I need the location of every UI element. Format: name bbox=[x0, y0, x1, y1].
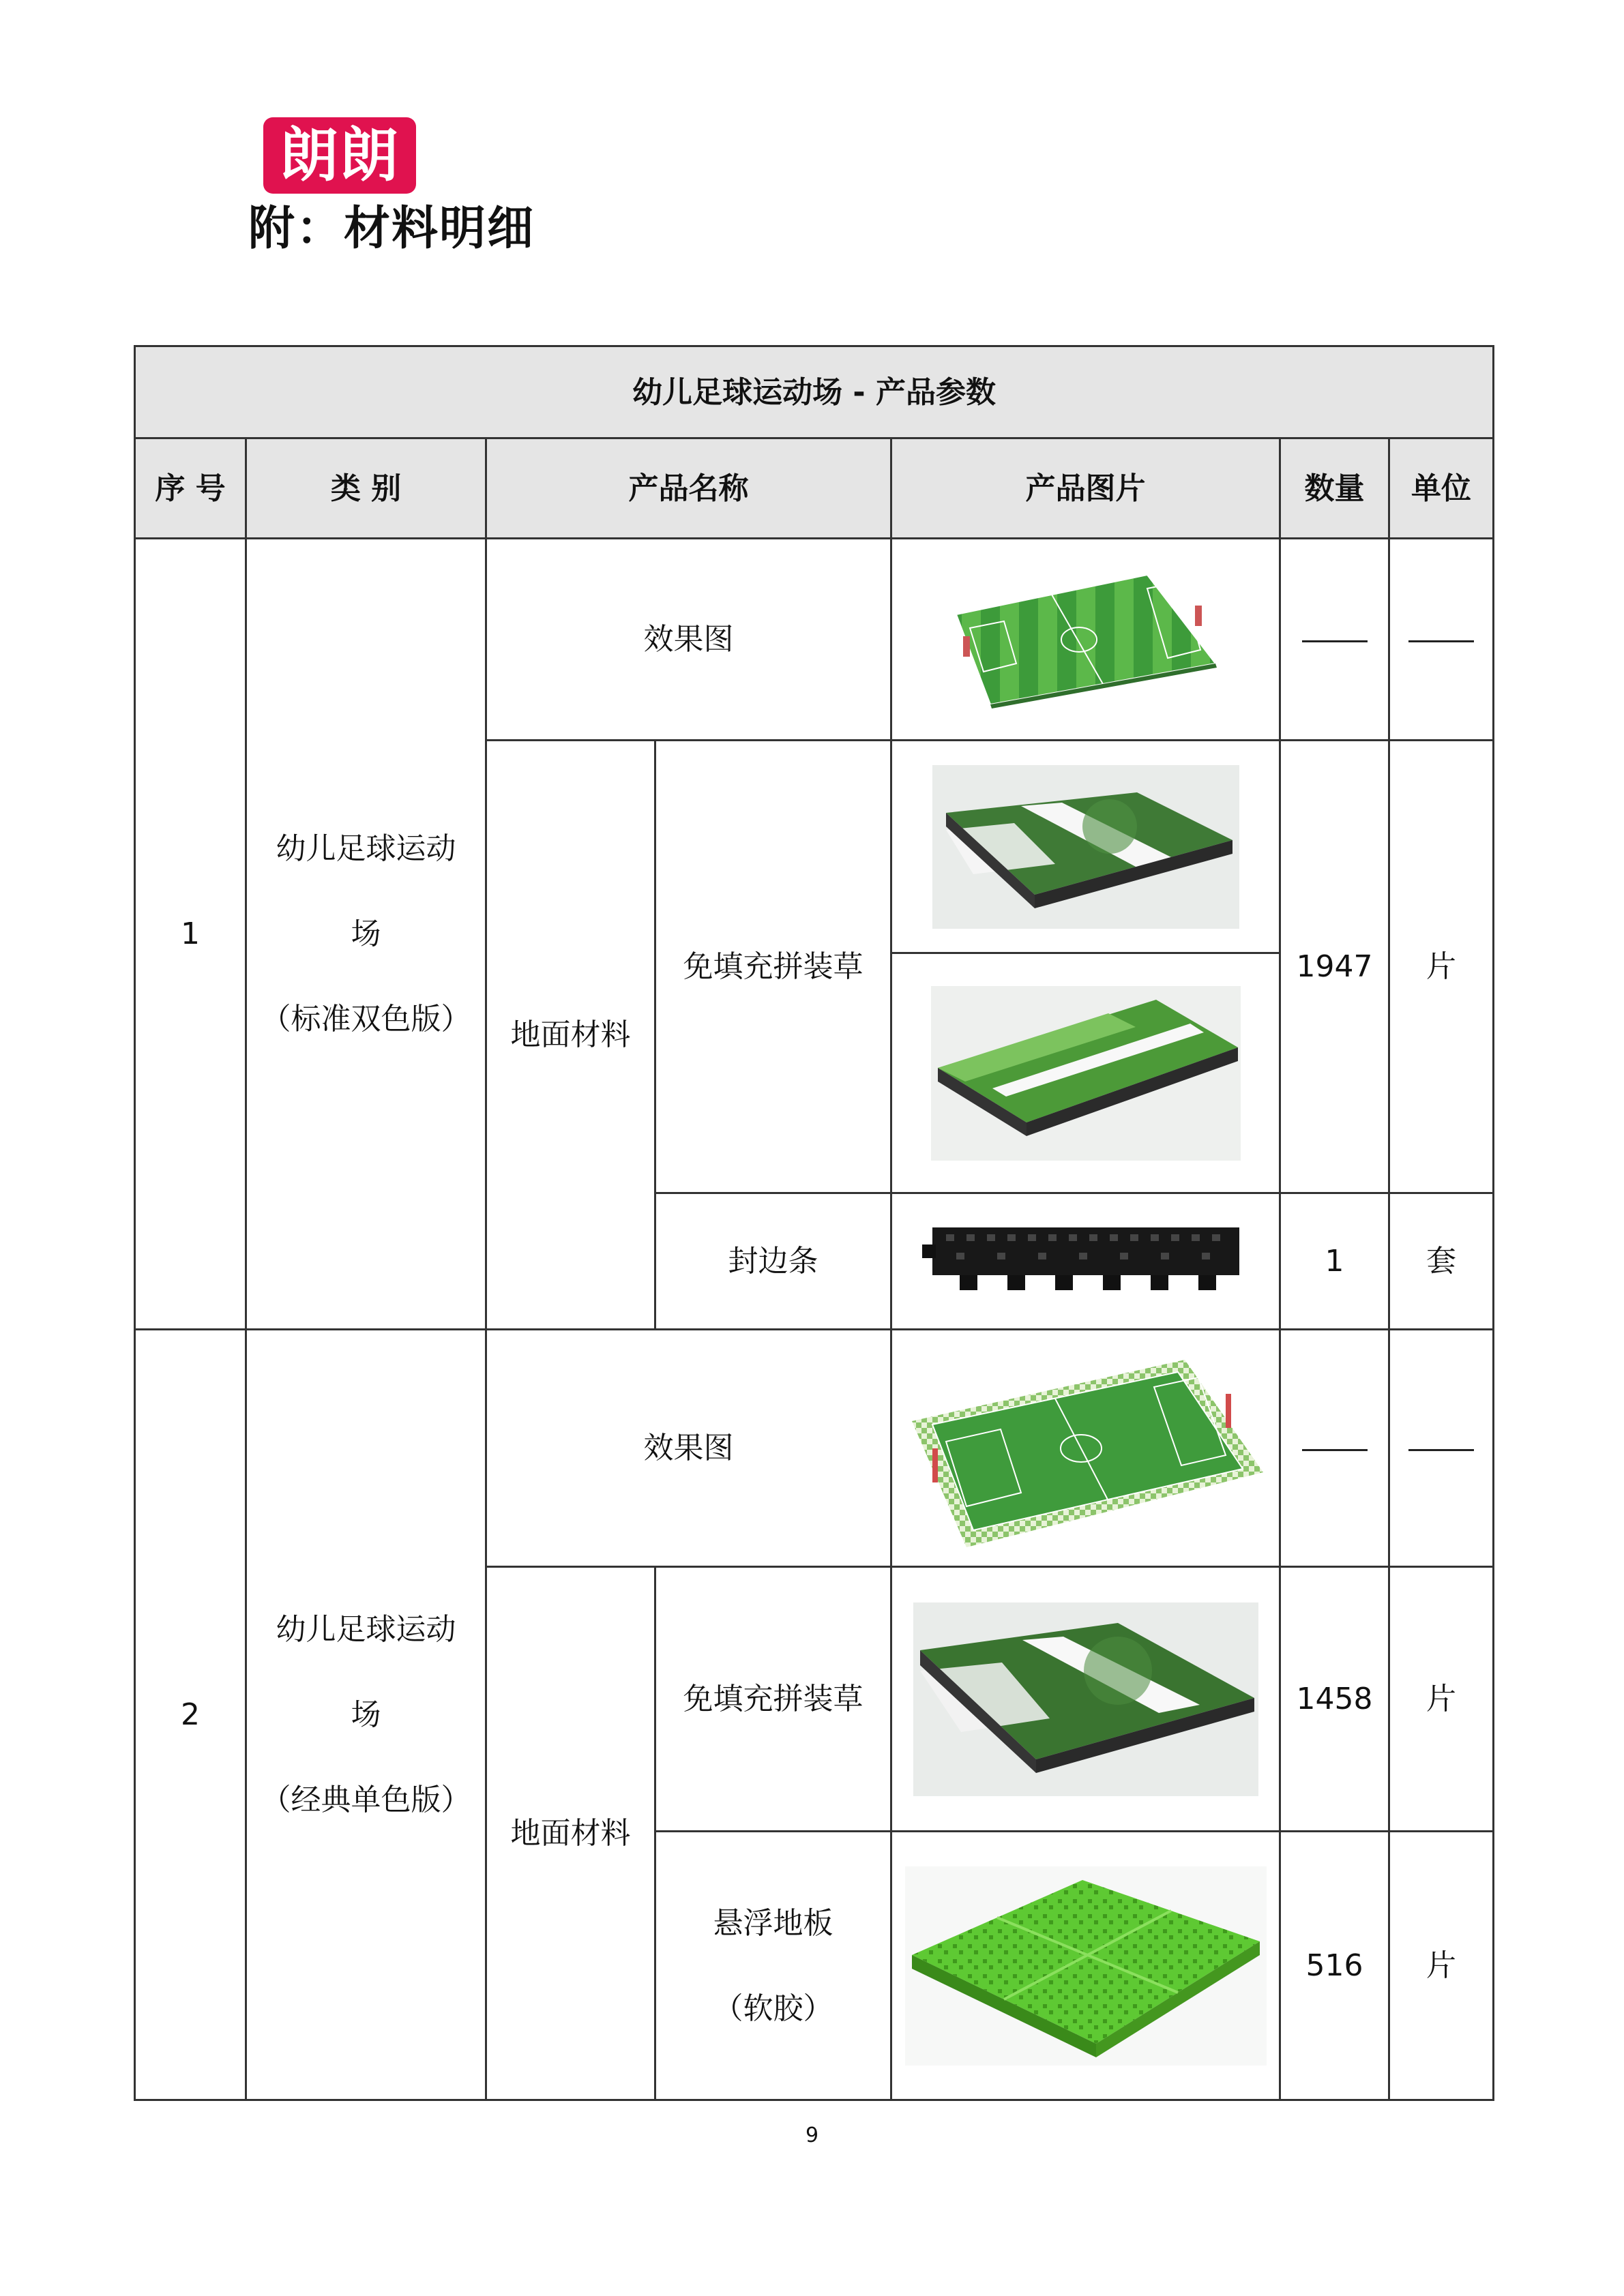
product-image-cell bbox=[891, 1330, 1280, 1567]
edge-strip-image bbox=[919, 1217, 1253, 1306]
product-image-cell bbox=[891, 953, 1280, 1193]
product-name-cell: 免填充拼装草 bbox=[655, 741, 891, 1193]
quantity-cell: 516 bbox=[1280, 1832, 1389, 2100]
product-image-cell bbox=[891, 1832, 1280, 2100]
quantity-cell: 1458 bbox=[1280, 1567, 1389, 1832]
brand-logo: 朗朗 bbox=[263, 117, 416, 194]
seq-cell: 1 bbox=[135, 539, 246, 1330]
floor-material-cell: 地面材料 bbox=[486, 741, 655, 1330]
unit-cell: 套 bbox=[1389, 1193, 1494, 1330]
quantity-cell bbox=[1280, 539, 1389, 741]
product-image-cell bbox=[891, 1567, 1280, 1832]
category-line: 场 bbox=[351, 1697, 381, 1732]
category-line: （标准双色版） bbox=[261, 1002, 471, 1037]
unit-cell bbox=[1389, 1330, 1494, 1567]
dash-line bbox=[1302, 1449, 1368, 1451]
turf-tile-image bbox=[913, 1602, 1258, 1796]
suspended-floor-tile-image bbox=[905, 1866, 1267, 2066]
table-row bbox=[135, 1330, 1494, 1567]
product-image-cell bbox=[891, 1193, 1280, 1330]
dash-line bbox=[1408, 640, 1474, 642]
seq-cell: 2 bbox=[135, 1330, 246, 2100]
quantity-cell bbox=[1280, 1330, 1389, 1567]
dash-line bbox=[1302, 640, 1368, 642]
floor-material-cell: 地面材料 bbox=[486, 1567, 655, 2100]
header-seq: 序 号 bbox=[135, 438, 246, 539]
page-heading: 附：材料明细 bbox=[248, 202, 535, 256]
product-name-cell: 效果图 bbox=[486, 539, 891, 741]
turf-tile-image bbox=[931, 986, 1241, 1161]
product-image-cell bbox=[891, 741, 1280, 953]
quantity-cell: 1 bbox=[1280, 1193, 1389, 1330]
dash-line bbox=[1408, 1449, 1474, 1451]
product-image-cell bbox=[891, 539, 1280, 741]
product-name-cell bbox=[655, 1832, 891, 2100]
checkered-border-pitch-render-image bbox=[905, 1346, 1267, 1551]
unit-cell bbox=[1389, 539, 1494, 741]
striped-pitch-render-image bbox=[943, 561, 1229, 718]
unit-cell: 片 bbox=[1389, 1832, 1494, 2100]
header-unit: 单位 bbox=[1389, 438, 1494, 539]
category-line: 场 bbox=[351, 916, 381, 951]
quantity-cell: 1947 bbox=[1280, 741, 1389, 1193]
product-name-line: （软胶） bbox=[713, 1991, 833, 2026]
product-name-cell: 免填充拼装草 bbox=[655, 1567, 891, 1832]
page-number: 9 bbox=[805, 2123, 819, 2147]
header-quantity: 数量 bbox=[1280, 438, 1389, 539]
product-name-cell: 封边条 bbox=[655, 1193, 891, 1330]
category-line: （经典单色版） bbox=[261, 1783, 471, 1817]
header-product-image: 产品图片 bbox=[891, 438, 1280, 539]
unit-cell: 片 bbox=[1389, 741, 1494, 1193]
header-category: 类 别 bbox=[246, 438, 486, 539]
category-cell bbox=[246, 539, 486, 1330]
product-name-line: 悬浮地板 bbox=[713, 1905, 833, 1941]
table-row bbox=[135, 539, 1494, 741]
header-product-name: 产品名称 bbox=[486, 438, 891, 539]
category-line: 幼儿足球运动 bbox=[276, 831, 456, 866]
category-cell bbox=[246, 1330, 486, 2100]
unit-cell: 片 bbox=[1389, 1567, 1494, 1832]
category-line: 幼儿足球运动 bbox=[276, 1612, 456, 1647]
product-name-cell: 效果图 bbox=[486, 1330, 891, 1567]
product-spec-table bbox=[134, 345, 1494, 2101]
table-header-row bbox=[135, 438, 1494, 539]
turf-tile-image bbox=[932, 765, 1239, 929]
table-title: 幼儿足球运动场 - 产品参数 bbox=[135, 346, 1494, 438]
